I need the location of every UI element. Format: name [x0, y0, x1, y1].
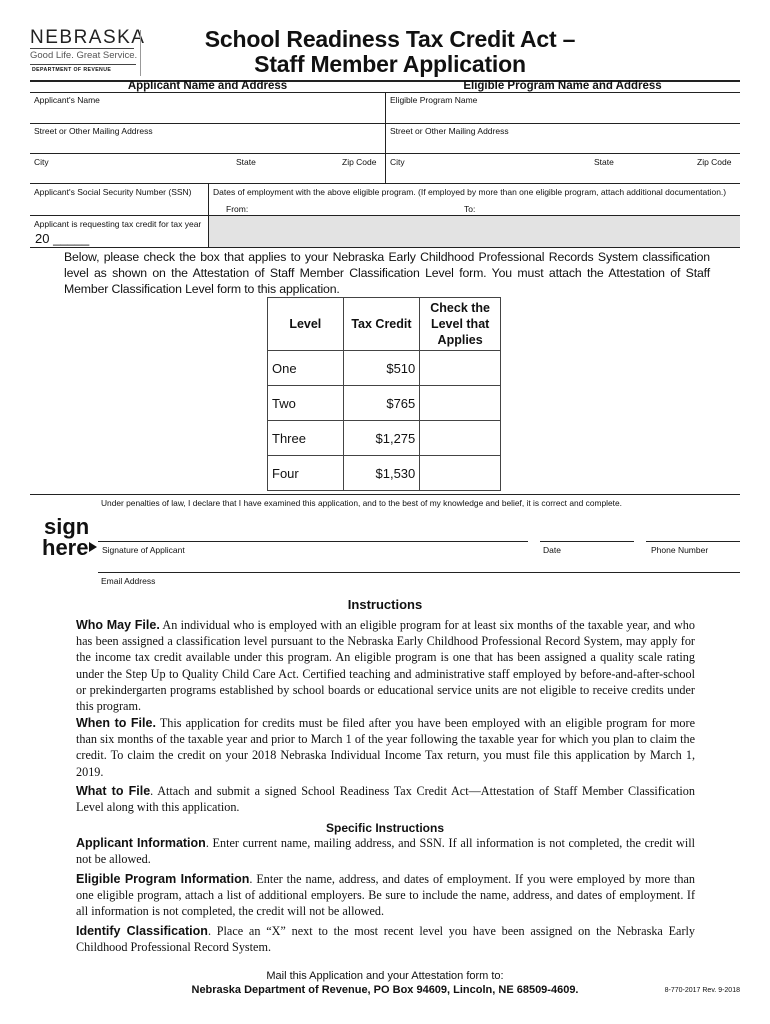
date-label: Date [543, 545, 561, 555]
employment-dates-label: Dates of employment with the above eligible program. (If employed by more than one eligible program, attach additional documentation.) [213, 187, 727, 197]
what-to-file-paragraph [76, 783, 695, 815]
when-to-file-paragraph [76, 715, 695, 780]
level-cell: Four [268, 456, 344, 491]
program-state-label: State [594, 157, 614, 167]
from-date-field[interactable] [252, 199, 452, 214]
level-cell: One [268, 351, 344, 386]
level-cell: Three [268, 421, 344, 456]
ssn-label: Applicant's Social Security Number (SSN) [34, 187, 192, 197]
program-name-field[interactable] [386, 93, 740, 123]
logo-underline [30, 48, 134, 49]
program-zip-label: Zip Code [697, 157, 732, 167]
email-label: Email Address [101, 576, 156, 586]
phone-field[interactable] [646, 518, 740, 541]
logo-wordmark: NEBRASKA [30, 27, 146, 48]
grey-shaded-area [209, 216, 740, 247]
title-line-2: Staff Member Application [254, 51, 526, 77]
nebraska-logo [30, 27, 146, 77]
table-row [268, 421, 501, 456]
phone-line [646, 541, 740, 542]
to-date-field[interactable] [480, 199, 730, 214]
applicant-zip-label: Zip Code [342, 157, 377, 167]
instructions-heading: Instructions [347, 597, 423, 612]
who-may-file-title: Who May File. [76, 618, 160, 632]
classification-instructions: Below, please check the box that applies to your Nebraska Early Childhood Professional Records System classification level as shown on the Attestation of Staff Member Classification Level form. You must attach the Attestation of Staff Member Classification Level form to this application. [64, 250, 710, 296]
specific-instructions-heading: Specific Instructions [325, 821, 445, 835]
applicant-street-label: Street or Other Mailing Address [34, 126, 153, 136]
title-line-1: School Readiness Tax Credit Act – [204, 26, 576, 52]
to-label: To: [464, 204, 476, 214]
logo-department: DEPARTMENT OF REVENUE [32, 67, 112, 73]
mailing-address: Nebraska Department of Revenue, PO Box 94609, Lincoln, NE 68509-4609. [191, 984, 579, 996]
declaration-text: Under penalties of law, I declare that I have examined this application, and to the best of my knowledge and belief, it is correct and complete. [101, 498, 622, 508]
credit-cell: $510 [343, 351, 420, 386]
sign-word: sign [44, 514, 90, 539]
credit-cell: $1,530 [343, 456, 420, 491]
date-line [540, 541, 634, 542]
who-may-file-text: An individual who is employed with an eligible program for at least six months of the taxable year, and who has been assigned a classification level pursuant to the Nebraska Early Childhood Professional Record System, may apply for the income tax credit available under this program. An eligible program is one that has been assigned a quality scale rating under the Step Up to Quality Child Care Act. Certified teaching and administrative staff employed by before-and-after-school or prekindergarten programs established by school boards or educational service units are not eligible to receive credits under this program. [76, 618, 695, 714]
applicant-state-label: State [236, 157, 256, 167]
what-to-file-text: . Attach and submit a signed School Readiness Tax Credit Act—Attestation of Staff Member Classification Level along with this application. [76, 784, 695, 815]
date-field[interactable] [540, 518, 634, 541]
classification-table [267, 297, 501, 491]
logo-tagline: Good Life. Great Service. [30, 50, 138, 61]
phone-label: Phone Number [651, 545, 709, 555]
logo-divider [140, 30, 141, 76]
applicant-city-field[interactable] [30, 154, 385, 183]
program-street-field[interactable] [386, 124, 740, 153]
tax-year-field[interactable]: 20 _____ [35, 231, 90, 246]
signature-label: Signature of Applicant [102, 545, 185, 555]
program-city-label: City [390, 157, 405, 167]
applicant-info-text: . Enter current name, mailing address, and SSN. If all information is not completed, the credit will not be allowed. [76, 836, 695, 867]
program-info-paragraph [76, 871, 695, 920]
level-column-header: Level [268, 298, 344, 351]
table-row [268, 351, 501, 386]
identify-classification-paragraph [76, 923, 695, 955]
level-cell: Two [268, 386, 344, 421]
applicant-section-heading: Applicant Name and Address [127, 80, 288, 92]
credit-column-header: Tax Credit [343, 298, 420, 351]
tax-year-label: Applicant is requesting tax credit for tax year [34, 219, 202, 229]
level-checkbox[interactable] [420, 351, 501, 386]
program-info-text: . Enter the name, address, and dates of employment. If you were employed by more than one eligible program, attach a list of additional employers. Be sure to include the name, address, and dates of employment. If all information is not completed, the credit will not be allowed. [76, 872, 695, 919]
page-title [160, 27, 620, 77]
declaration-rule [30, 494, 740, 495]
email-line [98, 572, 740, 573]
identify-classification-text: . Place an “X” next to the most recent level you have been assigned on the Nebraska Early Childhood Professional Record System. [76, 924, 695, 955]
program-info-title: Eligible Program Information [76, 872, 250, 886]
who-may-file-paragraph [76, 617, 695, 714]
mail-instruction: Mail this Application and your Attestation form to: [266, 970, 504, 982]
program-city-field[interactable] [386, 154, 740, 183]
from-label: From: [226, 204, 249, 214]
here-word: here [42, 535, 89, 560]
applicant-info-paragraph [76, 835, 695, 867]
level-checkbox[interactable] [420, 421, 501, 456]
when-to-file-title: When to File. [76, 716, 156, 730]
level-checkbox[interactable] [420, 456, 501, 491]
email-field[interactable] [98, 552, 740, 572]
program-name-label: Eligible Program Name [390, 95, 478, 105]
sign-here-marker [42, 514, 98, 562]
signature-field[interactable] [98, 518, 528, 541]
row-rule [30, 247, 740, 248]
table-row [268, 386, 501, 421]
credit-cell: $765 [343, 386, 420, 421]
table-row [268, 456, 501, 491]
applicant-city-label: City [34, 157, 49, 167]
ssn-field[interactable] [30, 184, 208, 214]
credit-cell: $1,275 [343, 421, 420, 456]
signature-line [98, 541, 528, 542]
identify-classification-title: Identify Classification [76, 924, 208, 938]
applicant-street-field[interactable] [30, 124, 385, 153]
check-column-header: Check the Level that Applies [420, 298, 501, 351]
program-street-label: Street or Other Mailing Address [390, 126, 509, 136]
level-checkbox[interactable] [420, 386, 501, 421]
applicant-name-field[interactable] [30, 93, 385, 123]
applicant-info-title: Applicant Information [76, 836, 206, 850]
program-section-heading: Eligible Program Name and Address [463, 80, 662, 92]
applicant-name-label: Applicant's Name [34, 95, 100, 105]
table-header-row [268, 298, 501, 351]
arrow-icon [89, 542, 97, 552]
logo-rule [30, 64, 136, 65]
form-number: 8-770-2017 Rev. 9-2018 [664, 987, 740, 994]
when-to-file-text: This application for credits must be filed after you have been employed with an eligible program for more than six months of the taxable year and prior to March 1 of the year following the taxable year for which you plan to claim the credit. To claim the credit on your 2018 Nebraska Individual Income Tax return, you must file this application by March 1, 2019. [76, 716, 695, 779]
what-to-file-title: What to File [76, 784, 151, 798]
